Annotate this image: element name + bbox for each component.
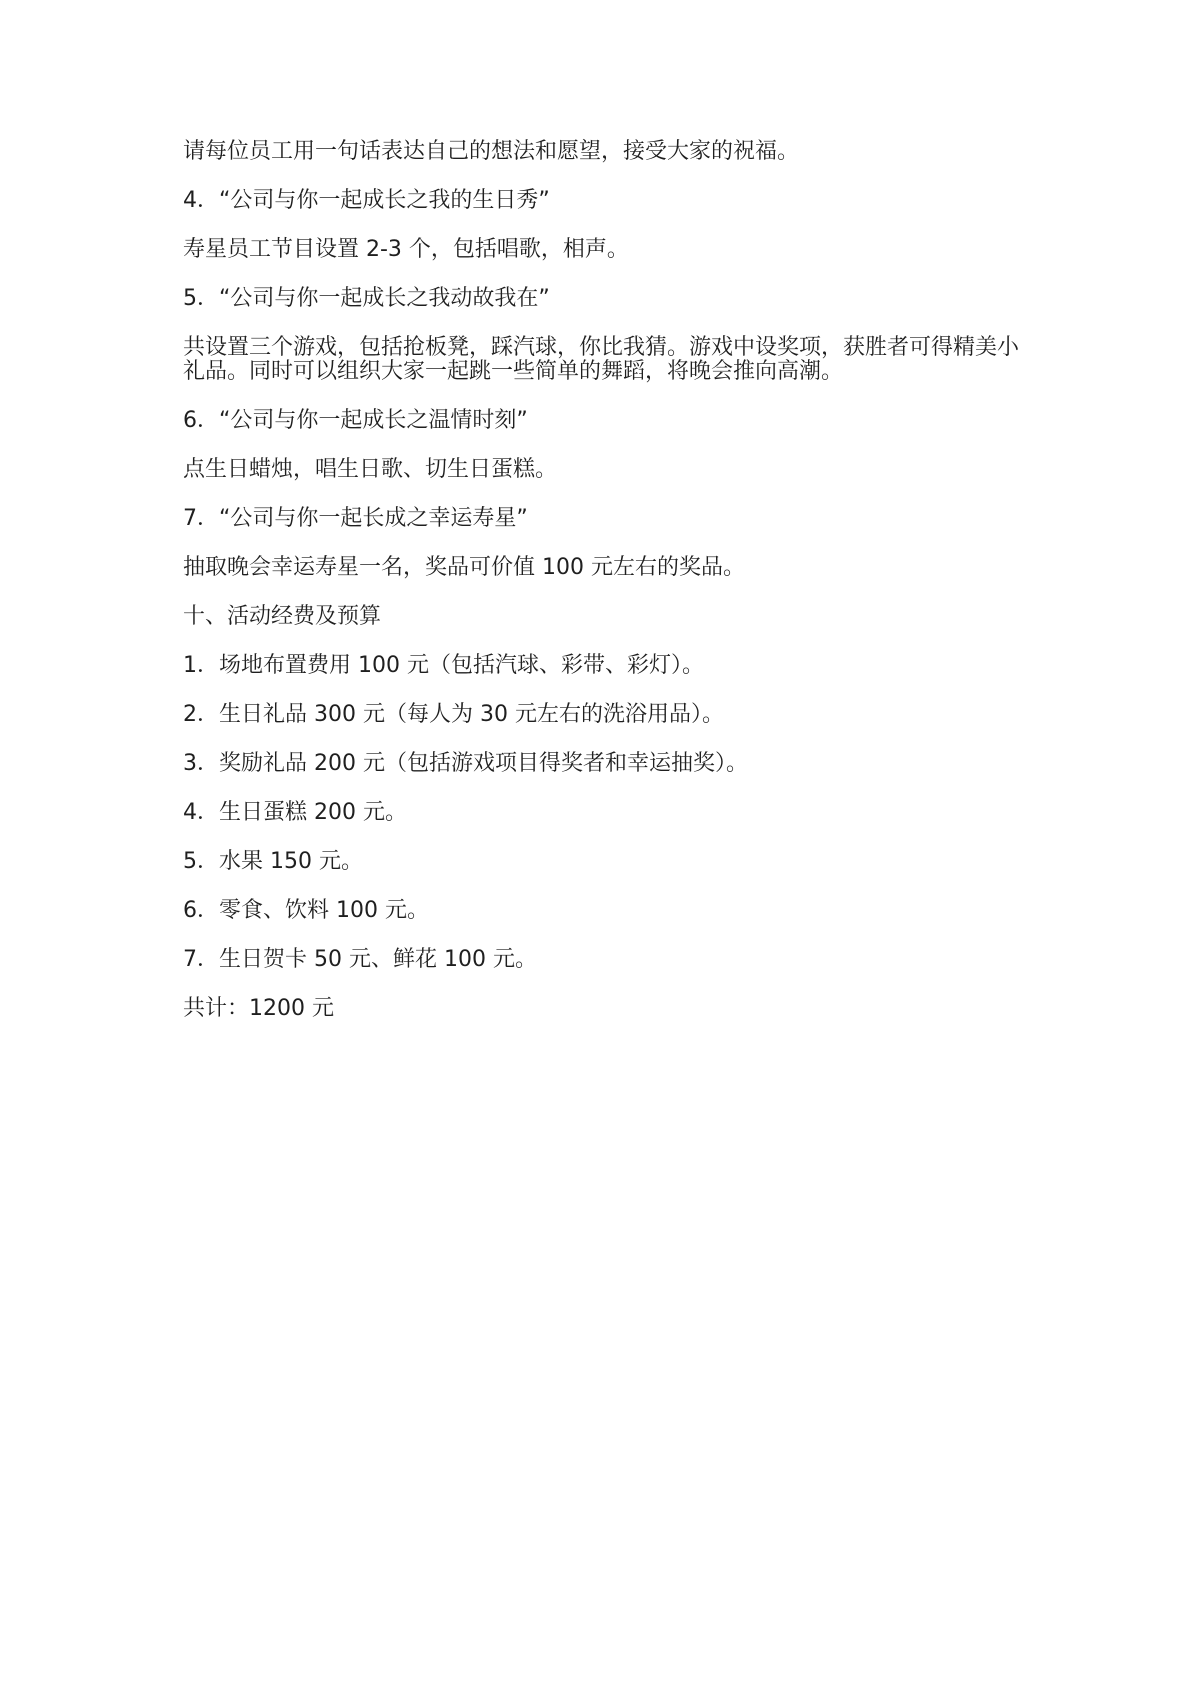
budget-item-fruit: 5．水果 150 元。	[183, 849, 363, 874]
heading-games: 5．“公司与你一起成长之我动故我在”	[183, 286, 550, 311]
budget-item-venue: 1．场地布置费用 100 元（包括汽球、彩带、彩灯）。	[183, 653, 704, 678]
budget-item-prizes: 3．奖励礼品 200 元（包括游戏项目得奖者和幸运抽奖）。	[183, 751, 748, 776]
budget-item-cake: 4．生日蛋糕 200 元。	[183, 800, 407, 825]
document-body	[183, 140, 1033, 1046]
paragraph-speech-wishes: 请每位员工用一句话表达自己的想法和愿望，接受大家的祝福。	[183, 139, 800, 164]
heading-birthday-show: 4．“公司与你一起成长之我的生日秀”	[183, 188, 550, 213]
paragraph-warm-moment: 点生日蜡烛，唱生日歌、切生日蛋糕。	[183, 457, 558, 482]
paragraph-lucky-star: 抽取晚会幸运寿星一名，奖品可价值 100 元左右的奖品。	[183, 555, 745, 580]
budget-item-gifts: 2．生日礼品 300 元（每人为 30 元左右的洗浴用品）。	[183, 702, 724, 727]
heading-lucky-star: 7．“公司与你一起长成之幸运寿星”	[183, 506, 528, 531]
budget-item-cards-flowers: 7．生日贺卡 50 元、鲜花 100 元。	[183, 947, 537, 972]
heading-warm-moment: 6．“公司与你一起成长之温情时刻”	[183, 408, 528, 433]
paragraph-birthday-show: 寿星员工节目设置 2-3 个，包括唱歌，相声。	[183, 237, 629, 262]
paragraph-games: 共设置三个游戏，包括抢板凳，踩汽球，你比我猜。游戏中设奖项，获胜者可得精美小礼品。同时可以组织大家一起跳一些简单的舞蹈，将晚会推向高潮。	[183, 335, 1020, 384]
budget-item-snacks: 6．零食、饮料 100 元。	[183, 898, 429, 923]
section-heading-budget: 十、活动经费及预算	[183, 604, 382, 629]
budget-total: 共计：1200 元	[183, 996, 334, 1021]
